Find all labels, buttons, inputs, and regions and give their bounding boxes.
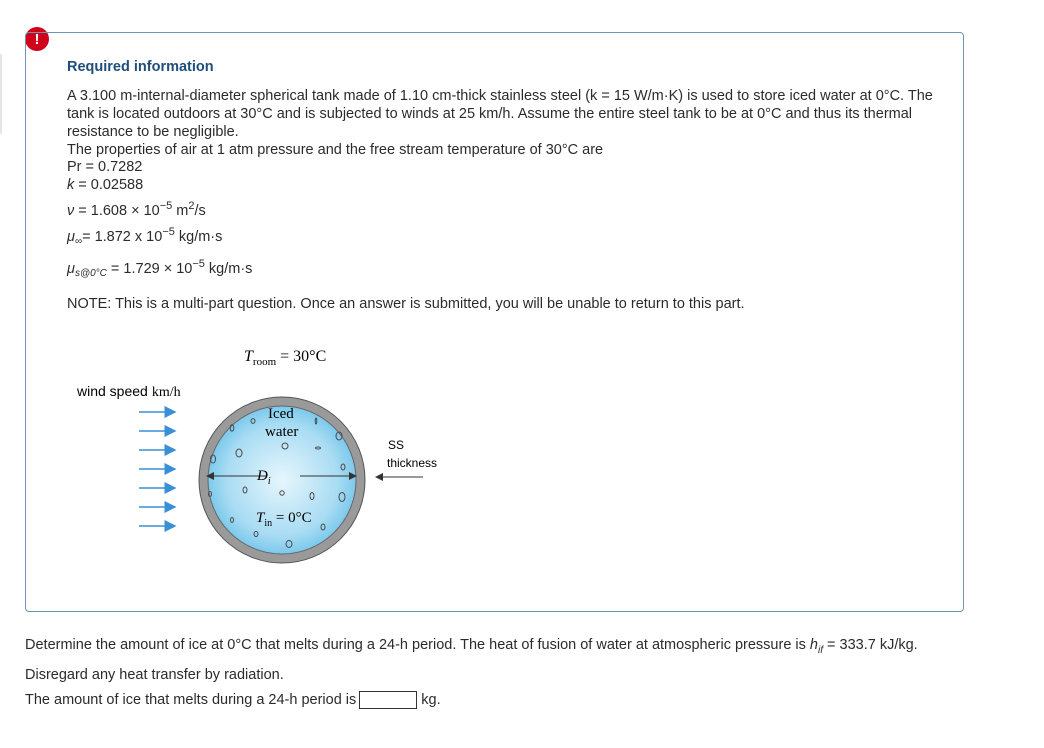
h-subscript: if (818, 644, 823, 656)
mu-s-value: = 1.729 × 10 (106, 261, 193, 277)
nu-symbol: ν (67, 203, 75, 219)
question-body: Determine the amount of ice at 0°C that melts during a 24-h period. The heat of fusion of water at atmospheric pressure is (25, 637, 810, 653)
alert-symbol: ! (34, 30, 40, 48)
mu-s-exponent: −5 (192, 258, 205, 270)
nu-unit-tail: /s (194, 203, 206, 219)
tin-label: $T_{in} = 0^\circ C$ (256, 510, 312, 529)
question-text (25, 633, 965, 687)
statement-text: A 3.100 m-internal-diameter spherical tank made of 1.10 cm-thick stainless steel (k = 15 W/m·K) is used to store iced water at 0°C. The tank is located outdoors at 30°C and is subjected to winds at 25 km/h. Assume the entire steel tank to be at 0°C and thus its thermal resistance to be negligible. (67, 88, 933, 140)
h-symbol: h (809, 637, 818, 653)
troom-label: $T_{room} = 30^\circ C$ (244, 348, 327, 368)
properties-intro: The properties of air at 1 atm pressure and the free stream temperature of 30°C are (67, 142, 604, 158)
mu-s-unit: kg/m·s (204, 261, 253, 277)
ss-label: SS (388, 438, 405, 452)
nu-unit-exponent: 2 (188, 200, 195, 212)
answer-unit: kg. (421, 692, 441, 708)
water-label: water (265, 424, 299, 440)
k-symbol: k (67, 177, 75, 193)
answer-prefix: The amount of ice that melts during a 24-h period is (25, 692, 357, 708)
mu-inf-symbol: μ (67, 229, 75, 245)
nu-exponent: −5 (159, 200, 173, 212)
h-value: = 333.7 kJ/kg. Disregard any heat transfer by radiation. (25, 637, 918, 683)
answer-row (25, 691, 441, 709)
thickness-label: thickness (387, 456, 438, 470)
mu-inf-unit: kg/m·s (174, 229, 223, 245)
k-value: = 0.02588 (74, 177, 144, 193)
nu-value: = 1.608 × 10 (74, 203, 160, 219)
diameter-label: $D_i$ (257, 468, 271, 487)
heading: Required information (67, 59, 214, 75)
ice-melted-answer-input[interactable] (359, 691, 417, 709)
mu-s-symbol: μ (67, 261, 75, 277)
wind-arrows (139, 412, 175, 526)
mu-inf-value: = 1.872 x 10 (82, 229, 163, 245)
mu-s-subscript: s@0°C (74, 268, 107, 279)
mu-inf-subscript: ∞ (74, 236, 83, 247)
prandtl-text: Pr = 0.7282 (67, 159, 143, 175)
nu-unit: m (172, 203, 189, 219)
wind-speed-label: wind speed km/h (77, 383, 181, 400)
note-text: NOTE: This is a multi-part question. Once an answer is submitted, you will be unable to return to this part. (67, 296, 745, 312)
mu-inf-exponent: −5 (162, 226, 175, 238)
iced-label: Iced (268, 406, 294, 422)
